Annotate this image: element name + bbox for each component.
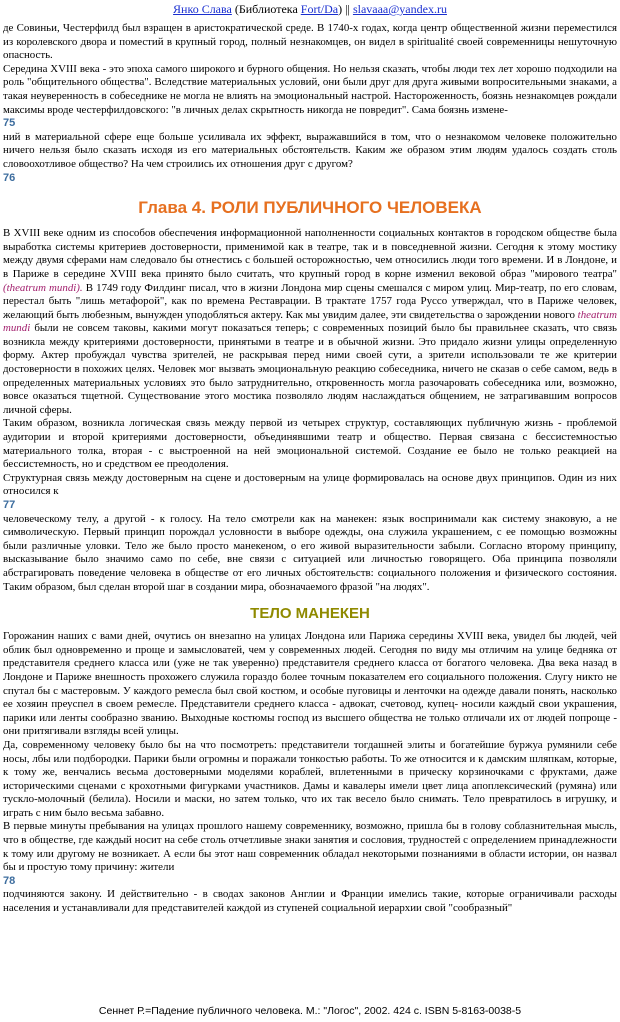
paragraph: Таким образом, возникла логическая связь между первой из четырех структур, составляющих публичную жизнь - проблемой аудитории и второй критериями достоверности, объединявшими театр и общество. Первая связана с бессистемностью материального толка, вторая - с выстроенной на ней эмоциональной системой. Создание ее было не только реакцией на бессистемность, но и средством ее преодоления. [3, 417, 617, 471]
paragraph: Горожанин наших с вами дней, очутись он внезапно на улицах Лондона или Парижа середины XVIII века, увидел бы людей, чей облик был одновременно и проще и замысловатей, чем у современных людей. Сегодня по виду мы отличим на улице бедняка от представителя среднего класса или (уже не так уверенно) представителя среднего класса от богатого человека. Два века назад в Лондоне и Париже внешность прохожего служила гораздо более точным показателем его социального положения. Слугу никто не спутал бы с мастеровым. У каждого ремесла был свой костюм, и особые пуговицы и ленточки на одежде давали понять, насколько ее хозяин преуспел в своем ремесле. Представители среднего класса - адвокат, счетовод, купец- носили каждый свои украшения, парики или ленты сообразно званию. Выходные костюмы господ из высшего общества не только отличали их от людей попроще - они притягивали взгляды всей улицы. [3, 630, 617, 738]
page-header [0, 1, 620, 17]
paragraph: де Совиньи, Честерфилд был взращен в аристократической среде. В 1740-х годах, когда центр общественной жизни переместился из королевского двора и поместий в крупный город, полный незнакомцев, он видел в spiritualité своей современницы нешуточную опасность. [3, 22, 617, 62]
page-footer-citation: Сеннет Р.=Падение публичного человека. М.: "Логос", 2002. 424 с. ISBN 5-8163-0038-5 [98, 1005, 522, 1017]
chapter-title: Глава 4. РОЛИ ПУБЛИЧНОГО ЧЕЛОВЕКА [138, 198, 482, 218]
paragraph: ний в материальной сфере еще больше усиливала их эффект, выражавшийся в том, что о незнакомом человеке положительно ничего нельзя было сказать исходя из его материальных обстоятельств. Каким же образом этим людям удалось создать столь словоохотливое общество? На чем строились их отношения друг с другом? [3, 130, 617, 170]
paragraph: Структурная связь между достоверным на сцене и достоверным на улице формировалась на основе двух принципов. Один из них относился к [3, 471, 617, 498]
email-link[interactable]: slavaaa@yandex.ru [352, 2, 447, 16]
paragraph: человеческому телу, а другой - к голосу. На тело смотрели как на манекен: язык воспринимали как систему знаковую, а не символическую. Первый принцип порождал условности в выборе одежды, она служила украшением, с ее помощью возможны были различные уловки. Тело же было просто манекеном, о его живой выразительности забыли. Согласно второму принципу, высказывание было значимо само по себе, вне связи с ситуацией или личностью говорящего. Оба принципа позволяли абстрагировать поведение человека в обществе от его личных обстоятельств: социального положения и физического состояния. Таким образом, был сделан второй шаг в создании мира, обозначаемого фразой "на людях". [3, 512, 617, 593]
library-prefix: (Библиотека [231, 2, 301, 16]
latin-term: (theatrum mundi). [3, 281, 83, 294]
latin-term: theatrum mundi [3, 308, 617, 335]
paragraph: Да, современному человеку было бы на что посмотреть: представители тогдашней элиты и богатейшие буржуа румянили себе носы, лбы или подбородки. Парики были огромны и поражали тонкостью работы. То же относится и к дамским шляпкам, которые, к тому же, венчались весьма достоверными моделями кораблей, вплетенными в прическу корзиночками с фруктами, даже историческими сценами с крохотными фигурками участников. Дамы и кавалеры имели цвет лица апоплексический (румяна) или тускло-молочный (белила). Носили и маски, но затем только, что их так весело было снимать. Тело превратилось в игрушку, и играть с ним было весьма забавно. [3, 738, 617, 819]
library-suffix: ) || [338, 2, 353, 16]
page-number-marker: 77 [3, 499, 16, 511]
paragraph-text: В 1749 году Филдинг писал, что в жизни Лондона мир сцены смешался с миром улиц. Мир-театр, по его словам, перестал быть "лишь метафорой", как по времена Реставрации. В трактате 1757 года Руссо утверждал, что в Париже человек, желающий быть любезным, вынужден уподобляться актеру. Как мы увидим далее, эти свидетельства о зарождении нового [3, 281, 617, 321]
section-title: ТЕЛО МАНЕКЕН [250, 605, 370, 623]
paragraph [3, 227, 617, 417]
paragraph: подчиняются закону. И действительно - в сводах законов Англии и Франции имелись такие, которые ограничивали расходы населения и устанавливали для представителей каждой из ступеней социальной иерархии свой "сообразный" [3, 888, 617, 915]
page-number-marker: 75 [3, 117, 16, 130]
paragraph-text: были не совсем таковы, какими могут показаться теперь; с современных позиций было бы правильнее сказать, что связь возникла между критериями достоверности, принятыми в театре и в обычной жизни. Это придало жизни улицы определенную форму. Актер пробуждал чувства зрителей, не раскрывая перед ними своей сути, а зрители использовали те же критерии достоверности в похожих целях. Человек мог вызвать эмоциональную реакцию собеседника, ничего не сказав о себе самом, ведь в определенных материальных условиях это было затруднительно, откровенность могла разочаровать собеседника или, возможно, вовсе оказаться тщетной. Существование этого мостика позволяло людям наслаждаться общением, не затрагивавшим вопросов личной сферы. [3, 322, 617, 416]
paragraph: В первые минуты пребывания на улицах прошлого нашему современнику, возможно, пришла бы в голову соблазнительная мысль, что в обществе, где каждый носит на себе столь отчетливые знаки занятия и сословия, трудностей с определением принадлежности к тому или другому не возникает. А если бы этот наш современник обладал некоторыми познаниями в области истории, он назвал бы и простую тому причину: жители [3, 820, 617, 874]
page-body [3, 22, 617, 916]
paragraph-text: В XVIII веке одним из способов обеспечения информационной наполненности социальных контактов в городском обществе была выработка системы критериев достоверности, применимой как в театре, так и в повседневной жизни. Сегодня к этому мостику между двумя сферами нам следовало бы отнестись с большей осторожностью, чем относились люди того времени. И в Лондоне, и в Париже в середине XVIII века принято было считать, что крупный город в корне изменил вековой образ "мирового театра" [3, 227, 617, 280]
library-link[interactable]: Fort/Da [300, 2, 339, 16]
page-number-marker: 78 [3, 874, 16, 887]
page-number-marker: 76 [3, 171, 16, 184]
author-link[interactable]: Янко Слава [173, 2, 232, 16]
paragraph: Середина XVIII века - это эпоха самого широкого и бурного общения. Но нельзя сказать, чтобы люди тех лет хорошо подходили на роль "общительного общества". Вследствие материальных условий, они были друг для друга живыми вопросительными знаками, а такая неуверенность в собеседнике не могла не влиять на эмоциональный настрой. Настороженность, боязнь незнакомцев рождали максимы вроде честерфилдовского: "в личных делах скрытность никогда не повредит". Сама боязнь измене- [3, 62, 617, 116]
